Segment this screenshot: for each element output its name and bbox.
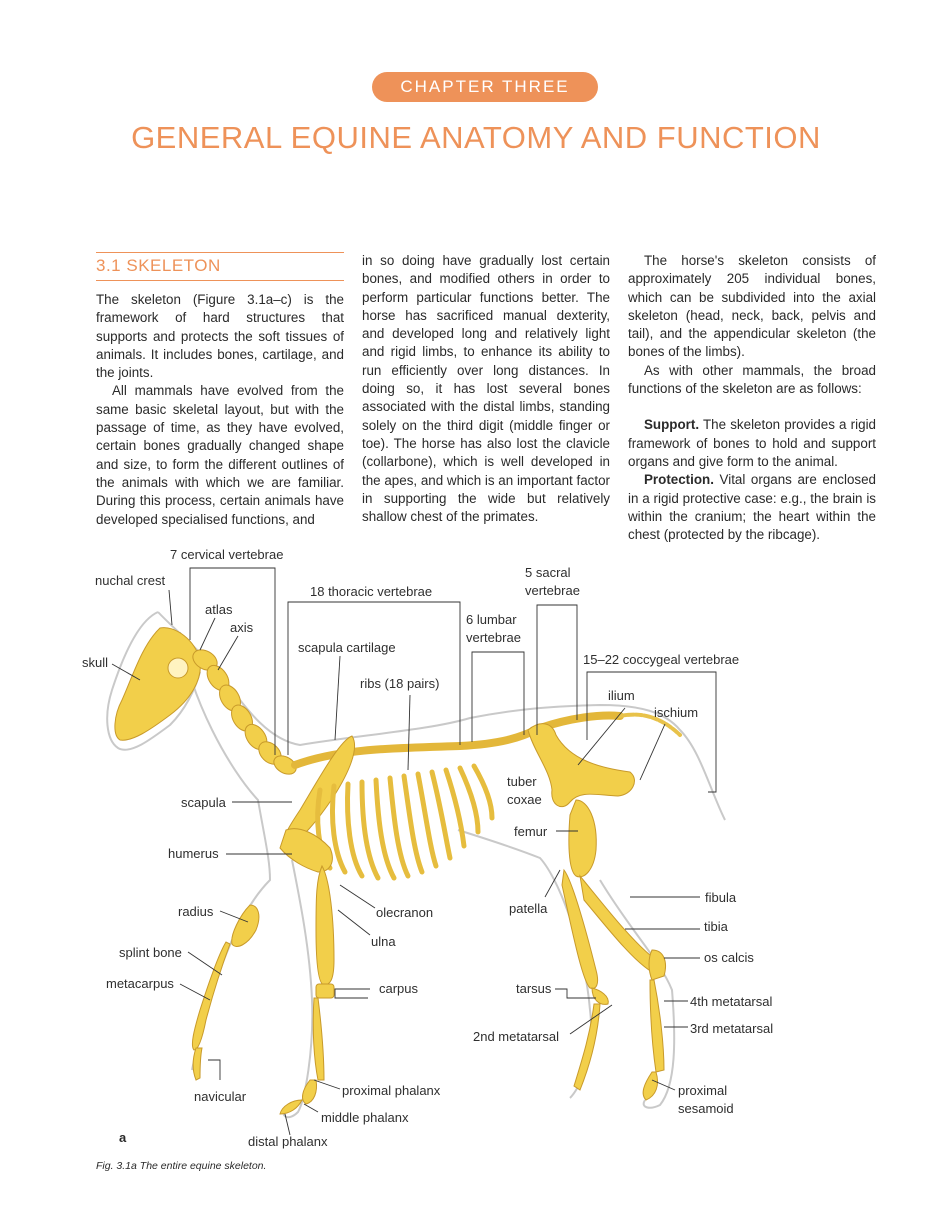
label-proximal-sesamoid-2: sesamoid (678, 1101, 734, 1116)
label-scapula: scapula (181, 795, 226, 810)
label-skull: skull (82, 655, 109, 670)
label-ischium: ischium (654, 705, 699, 720)
term-protection: Protection. (644, 472, 714, 488)
label-splint-bone: splint bone (119, 945, 182, 960)
label-middle-phalanx: middle phalanx (321, 1110, 409, 1125)
label-ribs: ribs (18 pairs) (360, 676, 440, 691)
chapter-label: CHAPTER THREE (372, 72, 598, 102)
label-sacral-2: vertebrae (525, 583, 580, 598)
label-scapula-cartilage: scapula cartilage (298, 640, 396, 655)
ribcage (318, 766, 492, 878)
label-atlas: atlas (205, 602, 233, 617)
forelimb-bones (280, 829, 334, 1114)
label-2nd-metatarsal: 2nd metatarsal (473, 1029, 559, 1044)
label-sacral-1: 5 sacral (525, 565, 571, 580)
label-navicular: navicular (194, 1089, 247, 1104)
label-radius: radius (178, 904, 214, 919)
label-ulna: ulna (371, 934, 396, 949)
label-lumbar-2: vertebrae (466, 630, 521, 645)
label-os-calcis: os calcis (704, 950, 754, 965)
label-tarsus: tarsus (516, 981, 552, 996)
label-femur: femur (514, 824, 548, 839)
label-3rd-metatarsal: 3rd metatarsal (690, 1021, 774, 1036)
panel-letter: a (119, 1130, 127, 1145)
paragraph: All mammals have evolved from the same basic skeletal layout, but with the passage of time, as they have evolved, certain bones gradually changed shape and size, to form the different outlines of the animals with which we are familiar. During this process, certain animals have developed specialised functions, and (96, 383, 344, 527)
label-tuber-2: coxae (507, 792, 542, 807)
label-metacarpus: metacarpus (106, 976, 174, 991)
paragraph: The horse's skeleton consists of approximately 205 individual bones, which can be subdivided into the axial skeleton (head, neck, back, pelvis and tail), and the appendicular skeleton (the bones of the limbs). (628, 253, 876, 360)
skeleton-figure (0, 540, 952, 1160)
protection-text: Vital organs are enclosed in a rigid protective case: e.g., the brain is within the cranium; the heart within the chest (protected by the ribcage). (628, 472, 876, 543)
label-coccygeal: 15–22 coccygeal vertebrae (583, 652, 740, 667)
label-ilium: ilium (608, 688, 635, 703)
paragraph: As with other mammals, the broad functions of the skeleton are as follows: (628, 362, 876, 397)
text-column-3 (628, 252, 876, 544)
paragraph: The skeleton (Figure 3.1a–c) is the framework of hard structures that supports and protects the soft tissues of animals. It includes bones, cartilage, and the joints. (96, 292, 344, 381)
skull-bone (115, 628, 201, 741)
label-distal-phalanx: distal phalanx (248, 1134, 328, 1149)
text-column-2 (362, 252, 610, 526)
label-4th-metatarsal: 4th metatarsal (690, 994, 773, 1009)
label-carpus: carpus (379, 981, 419, 996)
label-axis: axis (230, 620, 254, 635)
chapter-title: GENERAL EQUINE ANATOMY AND FUNCTION (131, 120, 821, 155)
pelvis-bone (528, 724, 634, 807)
paragraph-support (628, 416, 876, 471)
label-humerus: humerus (168, 846, 219, 861)
support-text: The skeleton provides a rigid framework of bones to hold and support organs and give form to the animal. (628, 417, 876, 469)
term-support: Support. (644, 417, 700, 433)
figure-caption: Fig. 3.1a The entire equine skeleton. (96, 1160, 267, 1172)
cervical-vertebrae (189, 646, 299, 778)
label-patella: patella (509, 901, 548, 916)
label-proximal-phalanx: proximal phalanx (342, 1083, 441, 1098)
forelimb-flexed-bones (192, 905, 258, 1080)
label-olecranon: olecranon (376, 905, 434, 920)
label-thoracic: 18 thoracic vertebrae (310, 584, 433, 599)
text-column-1 (96, 252, 344, 529)
label-tuber-1: tuber (507, 774, 537, 789)
label-cervical: 7 cervical vertebrae (170, 547, 284, 562)
section-title: 3.1 SKELETON (96, 252, 344, 281)
label-tibia: tibia (704, 919, 728, 934)
label-proximal-sesamoid-1: proximal (678, 1083, 728, 1098)
label-fibula: fibula (705, 890, 737, 905)
paragraph: in so doing have gradually lost certain bones, and modified others in order to perform particular functions better. The horse has sacrificed manual dexterity, and developed long and relatively light and rigid limbs, to enhance its ability to run efficiently over long distances. In doing so, it has lost several bones associated with the distal limbs, standing solely on the third digit (middle finger or toe). The horse has also lost the clavicle (collarbone), which is well developed in the apes, and which is an important factor in supporting the wide but relatively shallow chest of the primates. (362, 253, 610, 525)
label-lumbar-1: 6 lumbar (466, 612, 517, 627)
label-nuchal: nuchal crest (95, 573, 166, 588)
paragraph-protection (628, 471, 876, 544)
horse-outline (158, 612, 728, 1117)
